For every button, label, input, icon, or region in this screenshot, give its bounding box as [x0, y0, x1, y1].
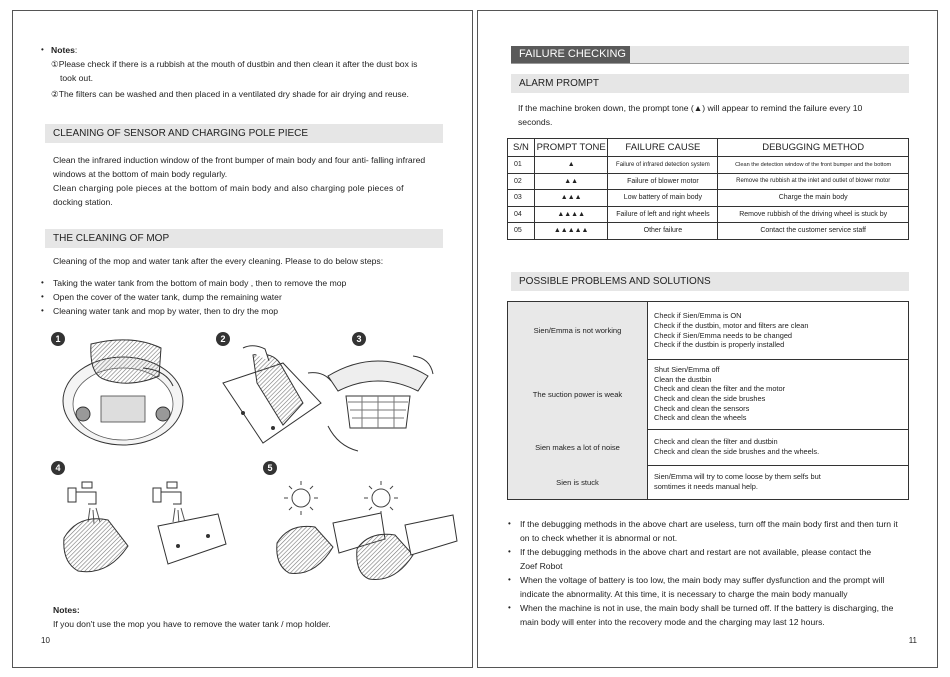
bullet-line-2: indicate the abnormality. At this time, it is necessary to charge the main body manually [520, 589, 848, 599]
solution-item: Shut Sien/Emma off [654, 365, 720, 375]
note-2: ②The filters can be washed and then placed in a ventilated dry shade for air drying and reuse. [51, 89, 409, 99]
mop-section-header: THE CLEANING OF MOP [45, 229, 443, 248]
table-row [508, 190, 909, 207]
solution-item: Check and clean the sensors [654, 403, 750, 413]
problem-label: Sien is stuck [508, 465, 647, 499]
cell-cause: Failure of left and right wheels [608, 206, 718, 223]
cell-tone: ▲▲▲▲ [534, 206, 608, 223]
problem-row [508, 465, 908, 499]
note-1 [51, 57, 461, 85]
sensor-section-header: CLEANING OF SENSOR AND CHARGING POLE PIECE [45, 124, 443, 143]
table-row [508, 206, 909, 223]
table-row [508, 157, 909, 174]
troubleshooting-bullets [508, 517, 920, 629]
alarm-text [518, 101, 918, 129]
right-page [477, 10, 938, 668]
notes-colon: : [74, 45, 78, 55]
cell-cause: Failure of blower motor [608, 173, 718, 190]
solution-item: Check and clean the wheels [654, 413, 747, 423]
cell-method: Contact the customer service staff [718, 223, 909, 240]
left-page [12, 10, 473, 668]
table-row [508, 173, 909, 190]
failure-table-header-row [508, 139, 909, 157]
problems-solutions-grid [507, 301, 909, 500]
solution-item: Check if the dustbin is properly installed [654, 340, 785, 350]
solution-list [647, 465, 908, 499]
solution-list [647, 429, 908, 465]
col-header-prompt-tone: PROMPT TONE [534, 139, 608, 157]
bottom-notes-title: Notes: [53, 605, 80, 615]
step-circle-3: 3 [352, 332, 366, 346]
alarm-text-line-2: seconds. [518, 117, 553, 127]
solution-list [647, 359, 908, 429]
cell-sn: 03 [508, 190, 535, 207]
cell-tone: ▲▲▲▲▲ [534, 223, 608, 240]
notes-title: Notes [51, 45, 75, 55]
robot-mop-removal-illustration [61, 336, 201, 451]
troubleshooting-bullet [508, 517, 920, 545]
cell-tone: ▲ [534, 157, 608, 174]
bullet-line-2: main body will enter into the recovery mode and the charging may last 12 hours. [520, 617, 825, 627]
step-circle-5: 5 [263, 461, 277, 475]
mop-step-1: • Taking the water tank from the bottom of main body , then to remove the mop [41, 276, 451, 290]
solution-item: Sien/Emma will try to come loose by them selfs but [654, 472, 821, 482]
solution-item: Check and clean the side brushes [654, 394, 766, 403]
alarm-prompt-header: ALARM PROMPT [511, 74, 909, 93]
alarm-text-line-1: If the machine broken down, the prompt tone (▲) will appear to remind the failure every 10 [518, 103, 863, 113]
col-header-debugging-method: DEBUGGING METHOD [718, 139, 909, 157]
bullet-line-1: • If the debugging methods in the above chart and restart are not available, please contact the [520, 547, 872, 557]
solution-item: Check if the dustbin, motor and filters are clean [654, 320, 809, 330]
cell-cause: Low battery of main body [608, 190, 718, 207]
dry-mop-in-sun-illustration [271, 473, 461, 588]
failure-header-bar-fill [630, 46, 909, 63]
note-1-line-2: took out. [60, 73, 93, 83]
bottom-notes-text: If you don't use the mop you have to remove the water tank / mop holder. [53, 619, 331, 629]
mop-step-3: • Cleaning water tank and mop by water, then to dry the mop [41, 304, 451, 318]
cell-method: Clean the detection window of the front bumper and the bottom [718, 157, 909, 174]
cell-sn: 05 [508, 223, 535, 240]
solution-item: Clean the dustbin [654, 374, 712, 384]
step-circle-2: 2 [216, 332, 230, 346]
troubleshooting-bullet [508, 545, 920, 573]
troubleshooting-bullet [508, 573, 920, 601]
sensor-p1-line-1: Clean the infrared induction window of the front bumper of main body and four anti- falling infrared [53, 155, 426, 165]
page-number-right: 11 [908, 636, 917, 645]
table-row [508, 223, 909, 240]
cell-method: Remove the rubbish at the inlet and outlet of blower motor [718, 173, 909, 190]
peel-mop-illustration [213, 343, 333, 453]
mop-step-2: • Open the cover of the water tank, dump the remaining water [41, 290, 451, 304]
cell-cause: Other failure [608, 223, 718, 240]
solution-list [647, 302, 908, 359]
problem-row [508, 302, 908, 360]
problem-row [508, 359, 908, 430]
bullet-line-2: Zoef Robot [520, 561, 563, 571]
step-circle-1: 1 [51, 332, 65, 346]
cell-sn: 01 [508, 157, 535, 174]
water-tank-illustration [318, 346, 438, 456]
step-circle-4: 4 [51, 461, 65, 475]
cell-cause: Failure of infrared detection system [608, 157, 718, 174]
note-1-line-1: ①Please check if there is a rubbish at the mouth of dustbin and then clean it after the dust box is [51, 59, 418, 69]
bullet-line-1: • If the debugging methods in the above chart are useless, turn off the main body first and then turn it [520, 519, 898, 529]
cell-sn: 04 [508, 206, 535, 223]
solution-item: Check and clean the filter and the motor [654, 384, 786, 394]
failure-checking-header: FAILURE CHECKING [511, 46, 634, 63]
col-header-sn: S/N [508, 139, 535, 157]
bottom-notes [53, 603, 453, 631]
solution-item: Check and clean the filter and dustbin [654, 437, 778, 447]
sensor-text [53, 153, 453, 209]
cell-sn: 02 [508, 173, 535, 190]
problem-label: The suction power is weak [508, 359, 647, 429]
wash-mop-and-tank-illustration [48, 476, 228, 586]
notes-block: • Notes: [41, 45, 78, 55]
problem-label: Sien/Emma is not working [508, 302, 647, 359]
sensor-p2-line-1: Clean charging pole pieces at the bottom of main body and also charging pole pieces of [53, 183, 404, 193]
failure-header-rule [511, 63, 909, 64]
sensor-p1-line-2: windows at the bottom of main body regularly. [53, 169, 228, 179]
cell-method: Charge the main body [718, 190, 909, 207]
problem-row [508, 429, 908, 466]
solution-item: Check and clean the side brushes and the wheels. [654, 447, 820, 456]
sensor-p2-line-2: docking station. [53, 197, 113, 207]
bullet-line-1: • When the voltage of battery is too low, the main body may suffer dysfunction and the prompt will [520, 575, 885, 585]
failure-table [507, 138, 909, 240]
cell-method: Remove rubbish of the driving wheel is stuck by [718, 206, 909, 223]
mop-steps-list [41, 276, 451, 318]
bullet-line-2: on to check whether it is abnormal or not. [520, 533, 678, 543]
cell-tone: ▲▲▲ [534, 190, 608, 207]
solution-item: somtimes it needs manual help. [654, 482, 758, 491]
solution-item: Check if Sien/Emma needs to be changed [654, 330, 793, 340]
mop-intro: Cleaning of the mop and water tank after the every cleaning. Please to do below steps: [53, 256, 384, 266]
solution-item: Check if Sien/Emma is ON [654, 311, 742, 321]
bullet-line-1: • When the machine is not in use, the main body shall be turned off. If the battery is discharging, the [520, 603, 894, 613]
problem-label: Sien makes a lot of noise [508, 429, 647, 465]
troubleshooting-bullet [508, 601, 920, 629]
page-number-left: 10 [41, 636, 50, 645]
problems-solutions-header: POSSIBLE PROBLEMS AND SOLUTIONS [511, 272, 909, 291]
cell-tone: ▲▲ [534, 173, 608, 190]
col-header-failure-cause: FAILURE CAUSE [608, 139, 718, 157]
